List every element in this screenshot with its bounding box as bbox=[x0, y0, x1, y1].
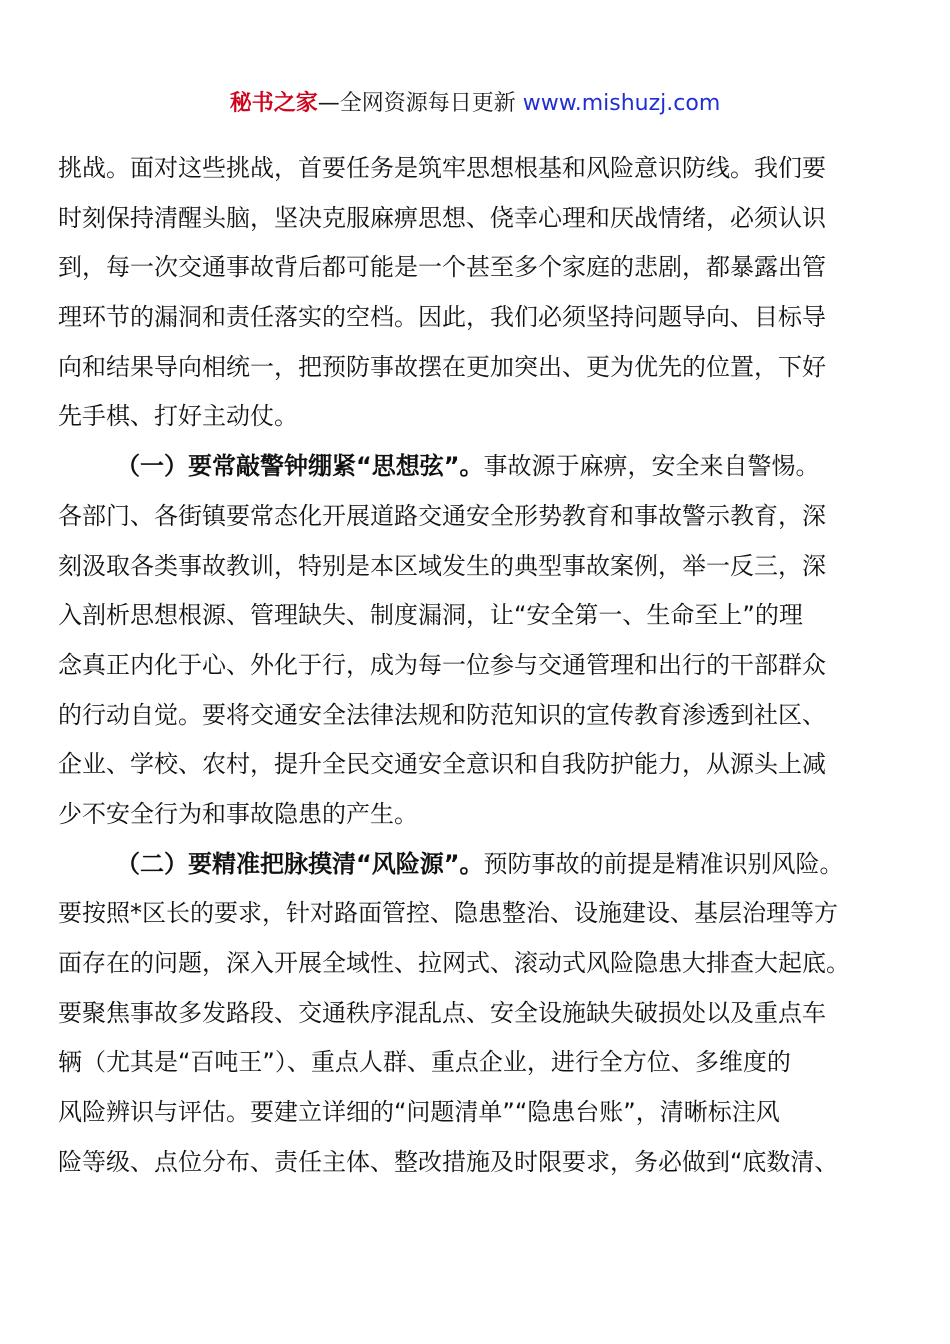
line-text: 事故源于麻痹，安全来自警惕。 bbox=[483, 452, 820, 481]
text-line bbox=[58, 542, 892, 592]
brand-name: 秘书之家 bbox=[229, 91, 318, 116]
line-text: 入剖析思想根源、管理缺失、制度漏洞，让“安全第一、生命至上”的理 bbox=[58, 601, 803, 630]
text-line bbox=[58, 1088, 892, 1138]
text-line bbox=[58, 790, 892, 840]
text-line bbox=[58, 989, 892, 1039]
text-line bbox=[58, 243, 892, 293]
line-text: 各部门、各街镇要常态化开展道路交通安全形势教育和事故警示教育，深 bbox=[58, 501, 826, 530]
line-text: 企业、学校、农村，提升全民交通安全意识和自我防护能力，从源头上减 bbox=[58, 750, 826, 779]
text-line bbox=[58, 740, 892, 790]
section-heading-2: （二）要精准把脉摸清“风险源”。 bbox=[116, 849, 484, 878]
text-line bbox=[58, 591, 892, 641]
line-text: 险等级、点位分布、责任主体、整改措施及时限要求，务必做到“底数清、 bbox=[58, 1147, 839, 1176]
line-text: 少不安全行为和事故隐患的产生。 bbox=[58, 799, 418, 828]
text-line bbox=[58, 939, 892, 989]
line-text: 到，每一次交通事故背后都可能是一个甚至多个家庭的悲剧，都暴露出管 bbox=[58, 253, 826, 282]
line-text: 念真正内化于心、外化于行，成为每一位参与交通管理和出行的干部群众 bbox=[58, 650, 826, 679]
section-heading-line bbox=[58, 840, 892, 890]
line-text: 先手棋、打好主动仗。 bbox=[58, 402, 298, 431]
section-heading-1: （一）要常敲警钟绷紧“思想弦”。 bbox=[116, 452, 484, 481]
text-line bbox=[58, 889, 892, 939]
text-line bbox=[58, 691, 892, 741]
line-text: 要按照*区长的要求，针对路面管控、隐患整治、设施建设、基层治理等方 bbox=[58, 899, 838, 928]
text-line bbox=[58, 492, 892, 542]
line-text: 要聚焦事故多发路段、交通秩序混乱点、安全设施缺失破损处以及重点车 bbox=[58, 998, 826, 1027]
text-line bbox=[58, 144, 892, 194]
page-header bbox=[0, 88, 950, 120]
line-text: 刻汲取各类事故教训，特别是本区域发生的典型事故案例，举一反三，深 bbox=[58, 551, 826, 580]
line-text: 面存在的问题，深入开展全域性、拉网式、滚动式风险隐患大排查大起底。 bbox=[58, 949, 850, 977]
line-text: 向和结果导向相统一，把预防事故摆在更加突出、更为优先的位置，下好 bbox=[58, 352, 826, 381]
text-line bbox=[58, 293, 892, 343]
line-text: 时刻保持清醒头脑，坚决克服麻痹思想、侥幸心理和厌战情绪，必须认识 bbox=[58, 203, 826, 232]
text-line bbox=[58, 1038, 892, 1088]
line-text: 风险辨识与评估。要建立详细的“问题清单”“隐患台账”，清晰标注风 bbox=[58, 1098, 780, 1127]
line-text: 的行动自觉。要将交通安全法律法规和防范知识的宣传教育渗透到社区、 bbox=[58, 700, 826, 729]
website-url[interactable]: www.mishuzj.com bbox=[522, 91, 721, 116]
line-text: 挑战。面对这些挑战，首要任务是筑牢思想根基和风险意识防线。我们要 bbox=[58, 154, 826, 182]
line-text: 辆（尤其是“百吨王”）、重点人群、重点企业，进行全方位、多维度的 bbox=[58, 1048, 791, 1077]
line-text: 理环节的漏洞和责任落实的空档。因此，我们必须坚持问题导向、目标导 bbox=[58, 303, 826, 332]
line-text: 预防事故的前提是精准识别风险。 bbox=[483, 849, 844, 878]
text-line bbox=[58, 641, 892, 691]
section-heading-line bbox=[58, 442, 892, 492]
text-line bbox=[58, 392, 892, 442]
header-tagline: —全网资源每日更新 bbox=[317, 91, 523, 116]
text-line bbox=[58, 194, 892, 244]
document-body bbox=[58, 144, 892, 1187]
text-line bbox=[58, 1138, 892, 1188]
text-line bbox=[58, 343, 892, 393]
